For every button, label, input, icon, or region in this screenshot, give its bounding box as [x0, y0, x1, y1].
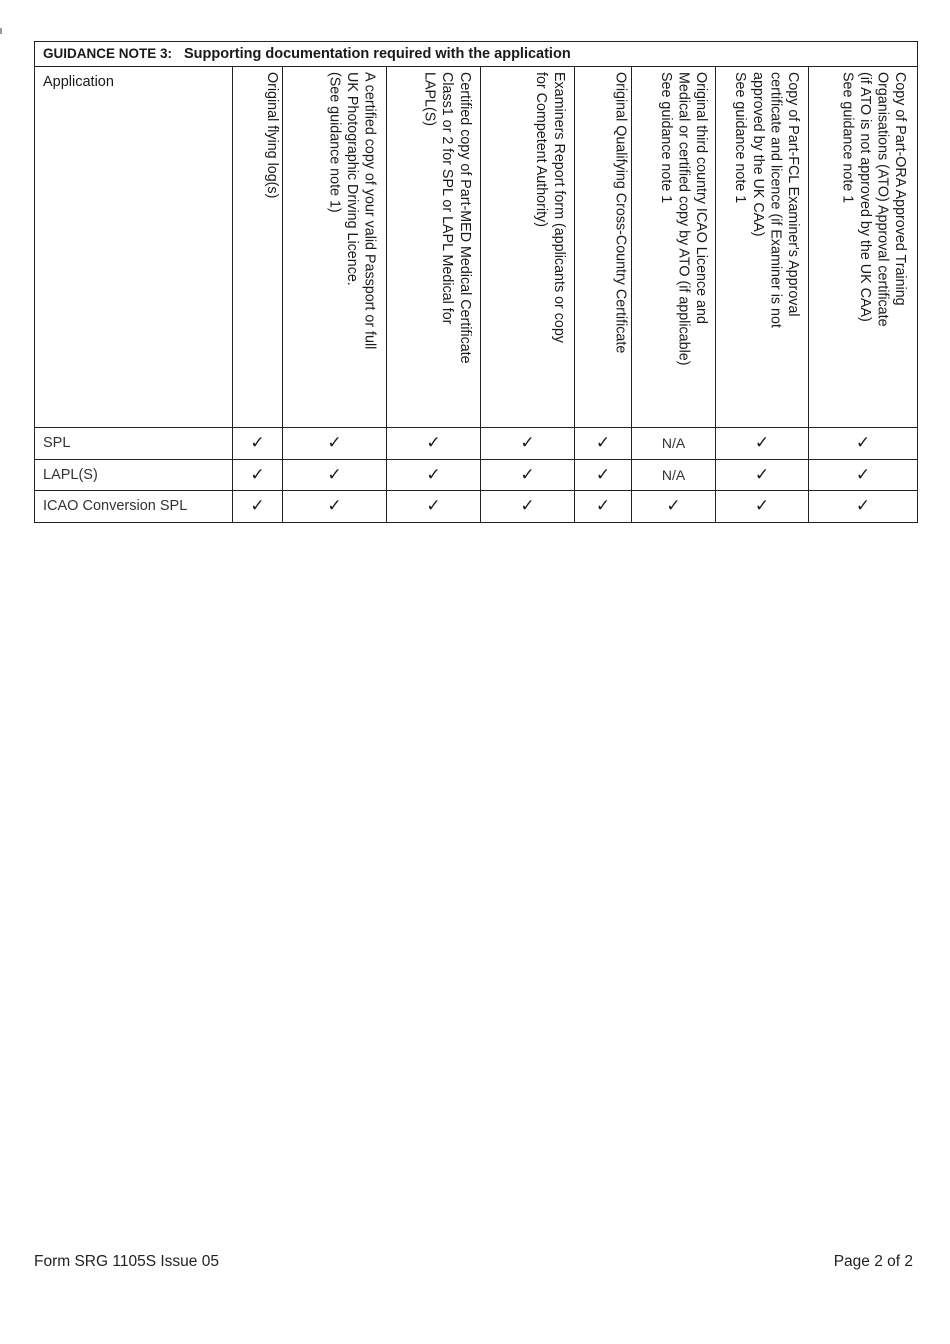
row-label: SPL [35, 428, 233, 460]
title-row [35, 42, 918, 67]
column-header-cross-country [575, 67, 632, 428]
column-header-flying-log [233, 67, 283, 428]
guidance-note-label: GUIDANCE NOTE 3: [43, 46, 173, 61]
column-header-text: Examiners Report form (applicants or copy for Competent Authority) [533, 72, 567, 343]
row-label: ICAO Conversion SPL [35, 491, 233, 523]
page-corner-mark [0, 28, 2, 34]
check-icon: ✓ [809, 428, 918, 460]
check-icon: ✓ [716, 459, 809, 491]
check-icon: ✓ [716, 428, 809, 460]
column-header-icao-licence [632, 67, 716, 428]
column-header-examiners-report [481, 67, 575, 428]
not-applicable-value: N/A [632, 459, 716, 491]
not-applicable-value: N/A [632, 428, 716, 460]
column-header-text: Original flying log(s) [264, 72, 281, 199]
application-header: Application [35, 67, 233, 428]
column-header-text: Original Qualifying Cross-Country Certificate [612, 72, 629, 354]
check-icon: ✓ [233, 428, 283, 460]
check-icon: ✓ [632, 491, 716, 523]
check-icon: ✓ [575, 459, 632, 491]
table-row-lapl [35, 459, 918, 491]
check-icon: ✓ [283, 428, 387, 460]
table-row-icao-conversion [35, 491, 918, 523]
page-number: Page 2 of 2 [833, 1253, 913, 1270]
table-row-spl [35, 428, 918, 460]
guidance-title-cell [35, 42, 918, 67]
header-row [35, 67, 918, 428]
check-icon: ✓ [575, 491, 632, 523]
column-header-text: Copy of Part-FCL Examiner's Approval certificate and licence (if Examiner is not approved by the UK CAA) See guidance note 1 [732, 72, 801, 328]
check-icon: ✓ [233, 459, 283, 491]
column-header-text: A certified copy of your valid Passport or full UK Photographic Driving Licence. (See guidance note 1) [326, 72, 378, 350]
column-header-passport [283, 67, 387, 428]
check-icon: ✓ [283, 459, 387, 491]
check-icon: ✓ [387, 459, 481, 491]
check-icon: ✓ [809, 491, 918, 523]
check-icon: ✓ [481, 491, 575, 523]
column-header-ato-approval [809, 67, 918, 428]
column-header-text: Certified copy of Part-MED Medical Certificate Class1 or 2 for SPL or LAPL Medical for LAPL(S) [421, 72, 473, 364]
row-label: LAPL(S) [35, 459, 233, 491]
check-icon: ✓ [283, 491, 387, 523]
check-icon: ✓ [716, 491, 809, 523]
guidance-title: Supporting documentation required with the application [184, 46, 571, 62]
guidance-table [34, 41, 918, 523]
check-icon: ✓ [575, 428, 632, 460]
check-icon: ✓ [233, 491, 283, 523]
check-icon: ✓ [481, 459, 575, 491]
form-id: Form SRG 1105S Issue 05 [34, 1253, 219, 1270]
column-header-medical [387, 67, 481, 428]
check-icon: ✓ [481, 428, 575, 460]
column-header-text: Original third country ICAO Licence and Medical or certified copy by ATO (if applicable) See guidance note 1 [657, 72, 710, 366]
check-icon: ✓ [809, 459, 918, 491]
check-icon: ✓ [387, 428, 481, 460]
column-header-examiner-approval [716, 67, 809, 428]
column-header-text: Copy of Part-ORA Approved Training Organisations (ATO) Approval certificate (if ATO is not approved by the UK CAA) See guidance note 1 [839, 72, 909, 327]
check-icon: ✓ [387, 491, 481, 523]
